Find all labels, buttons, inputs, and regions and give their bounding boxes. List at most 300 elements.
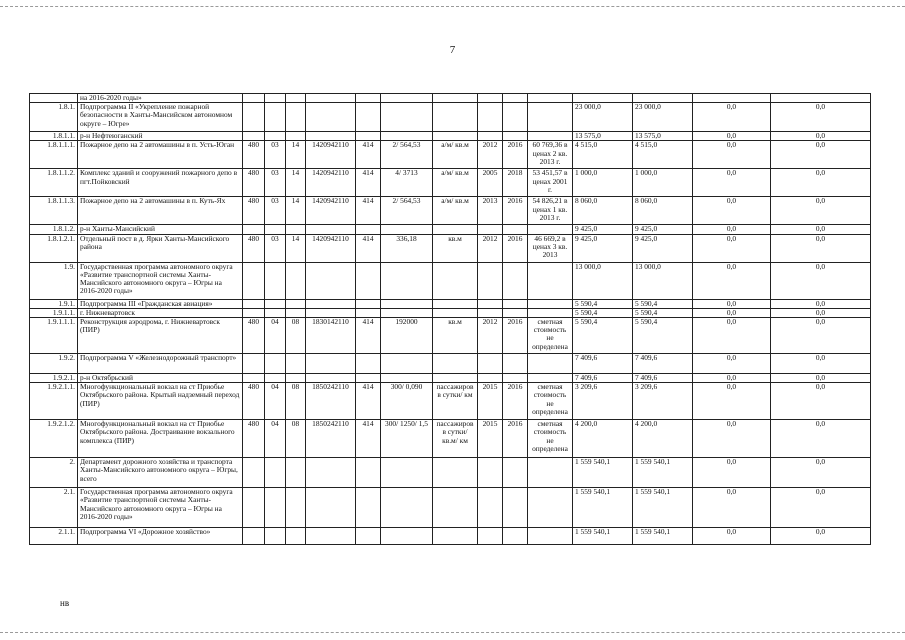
- table-cell: 1.9.2.1.: [30, 374, 78, 383]
- table-cell: пассажиров в сутки/ кв.м/ км: [433, 420, 478, 458]
- table-cell: 0,0: [693, 354, 771, 374]
- table-cell: 7 409,6: [573, 354, 633, 374]
- table-cell: [503, 225, 528, 234]
- table-cell: 0,0: [771, 103, 871, 132]
- table-cell: 336,18: [381, 234, 433, 262]
- table-row: [30, 458, 871, 488]
- table-cell: 1420942110: [306, 141, 356, 169]
- table-cell: [286, 262, 306, 299]
- table-cell: [381, 308, 433, 317]
- table-cell: 08: [286, 420, 306, 458]
- table-row: [30, 262, 871, 299]
- table-cell: [243, 132, 265, 141]
- table-cell: 1 559 540,1: [573, 488, 633, 528]
- table-row: [30, 354, 871, 374]
- table-cell: [381, 458, 433, 488]
- table-cell: 1850242110: [306, 383, 356, 420]
- table-cell: [381, 103, 433, 132]
- table-cell: 480: [243, 169, 265, 197]
- table-cell: [478, 299, 503, 308]
- table-cell: 0,0: [771, 141, 871, 169]
- table-cell: Отдельный пост в д. Ярки Ханты-Мансийского района: [78, 234, 243, 262]
- table-cell: 1.8.1.2.: [30, 225, 78, 234]
- table-cell: [265, 299, 286, 308]
- table-cell: 2018: [503, 169, 528, 197]
- table-cell: сметная стоимость не определена: [528, 318, 573, 354]
- scan-edge-top: [0, 6, 905, 7]
- table-cell: 2/ 564,53: [381, 197, 433, 225]
- table-cell: [528, 262, 573, 299]
- table-cell: 2/ 564,53: [381, 141, 433, 169]
- table-cell: [306, 262, 356, 299]
- table-cell: [381, 94, 433, 103]
- table-cell: [503, 354, 528, 374]
- budget-table: [29, 93, 871, 545]
- table-cell: [265, 132, 286, 141]
- table-cell: Государственная программа автономного округа «Развитие транспортной системы Ханты-Мансийского автономного округа – Югры на 2016-2020 годы»: [78, 488, 243, 528]
- table-cell: [356, 458, 381, 488]
- table-cell: 2012: [478, 318, 503, 354]
- table-cell: 0,0: [693, 528, 771, 545]
- table-cell: 0,0: [771, 374, 871, 383]
- table-row: [30, 488, 871, 528]
- table-cell: [265, 374, 286, 383]
- table-cell: [265, 262, 286, 299]
- table-cell: 0,0: [771, 169, 871, 197]
- table-cell: 08: [286, 383, 306, 420]
- table-cell: [243, 94, 265, 103]
- table-cell: 0,0: [771, 420, 871, 458]
- table-cell: [478, 262, 503, 299]
- table-cell: 3 209,6: [633, 383, 693, 420]
- table-cell: [528, 103, 573, 132]
- table-cell: 1850242110: [306, 420, 356, 458]
- table-cell: [381, 354, 433, 374]
- table-cell: 414: [356, 234, 381, 262]
- table-cell: 0,0: [693, 103, 771, 132]
- table-cell: 1420942110: [306, 197, 356, 225]
- table-cell: [528, 308, 573, 317]
- table-cell: р-н Октябрьский: [78, 374, 243, 383]
- table-cell: 1.8.1.2.1.: [30, 234, 78, 262]
- table-cell: Подпрограмма V «Железнодорожный транспорт»: [78, 354, 243, 374]
- table-cell: 0,0: [693, 420, 771, 458]
- table-cell: [306, 528, 356, 545]
- table-cell: 0,0: [771, 318, 871, 354]
- table-cell: [243, 458, 265, 488]
- table-cell: а/м/ кв.м: [433, 169, 478, 197]
- table-cell: 414: [356, 141, 381, 169]
- table-cell: 1.9.1.: [30, 299, 78, 308]
- table-cell: Комплекс зданий и сооружений пожарного депо в пгт.Пойковский: [78, 169, 243, 197]
- table-cell: 5 590,4: [573, 318, 633, 354]
- table-cell: 1.9.2.1.2.: [30, 420, 78, 458]
- table-cell: [306, 374, 356, 383]
- table-cell: [528, 132, 573, 141]
- table-cell: 0,0: [771, 354, 871, 374]
- table-cell: 414: [356, 383, 381, 420]
- table-cell: [286, 374, 306, 383]
- table-cell: [243, 374, 265, 383]
- table-cell: 0,0: [771, 262, 871, 299]
- table-cell: 1.8.1.1.1.: [30, 141, 78, 169]
- table-cell: [503, 308, 528, 317]
- table-cell: 1.9.: [30, 262, 78, 299]
- table-cell: [306, 308, 356, 317]
- table-cell: [503, 94, 528, 103]
- table-cell: [306, 458, 356, 488]
- table-cell: Государственная программа автономного округа «Развитие транспортной системы Ханты-Мансийского автономного округа – Югры на 2016-2020 годы»: [78, 262, 243, 299]
- table-cell: 2013: [478, 197, 503, 225]
- table-cell: 60 769,36 в ценах 2 кв. 2013 г.: [528, 141, 573, 169]
- table-cell: 1.9.1.1.1.: [30, 318, 78, 354]
- table-cell: [528, 299, 573, 308]
- table-cell: 5 590,4: [573, 308, 633, 317]
- table-cell: 08: [286, 318, 306, 354]
- table-cell: 5 590,4: [573, 299, 633, 308]
- table-cell: [265, 354, 286, 374]
- table-cell: 2012: [478, 141, 503, 169]
- table-cell: Пожарное депо на 2 автомашины в п. Куть-Ях: [78, 197, 243, 225]
- table-cell: [528, 374, 573, 383]
- table-cell: 2016: [503, 318, 528, 354]
- table-cell: 4 200,0: [633, 420, 693, 458]
- table-cell: 0,0: [771, 299, 871, 308]
- table-cell: 480: [243, 383, 265, 420]
- table-cell: 1.9.2.: [30, 354, 78, 374]
- table-cell: [503, 132, 528, 141]
- table-cell: 4/ 3713: [381, 169, 433, 197]
- table-cell: [503, 103, 528, 132]
- table-cell: 5 590,4: [633, 318, 693, 354]
- table-cell: [356, 488, 381, 528]
- table-cell: 13 575,0: [633, 132, 693, 141]
- table-cell: 0,0: [771, 308, 871, 317]
- table-cell: [286, 94, 306, 103]
- table-cell: 7 409,6: [633, 354, 693, 374]
- table-cell: сметная стоимость не определена: [528, 420, 573, 458]
- table-cell: [503, 262, 528, 299]
- table-cell: [286, 528, 306, 545]
- table-cell: 13 575,0: [573, 132, 633, 141]
- table-row: [30, 528, 871, 545]
- table-cell: 0,0: [771, 132, 871, 141]
- table-cell: 1.8.1.1.3.: [30, 197, 78, 225]
- table-cell: [433, 528, 478, 545]
- table-cell: 13 000,0: [573, 262, 633, 299]
- table-cell: 0,0: [693, 141, 771, 169]
- table-cell: [381, 225, 433, 234]
- table-cell: [381, 374, 433, 383]
- table-cell: [286, 458, 306, 488]
- table-cell: [286, 299, 306, 308]
- table-row: [30, 197, 871, 225]
- table-row: [30, 94, 871, 103]
- table-cell: 04: [265, 318, 286, 354]
- table-cell: [503, 299, 528, 308]
- table-cell: 1420942110: [306, 234, 356, 262]
- table-cell: 1 559 540,1: [633, 488, 693, 528]
- table-cell: 7 409,6: [573, 374, 633, 383]
- table-cell: 0,0: [771, 383, 871, 420]
- table-cell: пассажиров в сутки/ км: [433, 383, 478, 420]
- table-row: [30, 141, 871, 169]
- table-cell: 414: [356, 169, 381, 197]
- table-cell: [633, 94, 693, 103]
- table-cell: [433, 354, 478, 374]
- table-cell: 14: [286, 169, 306, 197]
- table-cell: 1 559 540,1: [633, 528, 693, 545]
- table-cell: 1 000,0: [573, 169, 633, 197]
- table-cell: 0,0: [693, 262, 771, 299]
- table-cell: [356, 103, 381, 132]
- table-cell: г. Нижневартовск: [78, 308, 243, 317]
- table-cell: [381, 488, 433, 528]
- table-cell: [265, 103, 286, 132]
- table-cell: 0,0: [693, 458, 771, 488]
- table-cell: 8 060,0: [633, 197, 693, 225]
- table-row: [30, 234, 871, 262]
- table-cell: [286, 132, 306, 141]
- table-cell: 414: [356, 318, 381, 354]
- table-row: [30, 225, 871, 234]
- table-body: [30, 94, 871, 545]
- table-cell: [433, 488, 478, 528]
- table-cell: [306, 94, 356, 103]
- table-cell: 0,0: [771, 225, 871, 234]
- table-cell: [478, 488, 503, 528]
- table-cell: [243, 262, 265, 299]
- table-cell: 3 209,6: [573, 383, 633, 420]
- table-cell: 14: [286, 141, 306, 169]
- table-cell: [286, 488, 306, 528]
- table-row: [30, 299, 871, 308]
- table-cell: [265, 528, 286, 545]
- table-cell: [478, 458, 503, 488]
- table-cell: [286, 103, 306, 132]
- table-cell: 0,0: [693, 308, 771, 317]
- table-cell: 8 060,0: [573, 197, 633, 225]
- table-cell: 300/ 0,090: [381, 383, 433, 420]
- table-cell: 03: [265, 234, 286, 262]
- table-cell: Подпрограмма III «Гражданская авиация»: [78, 299, 243, 308]
- table-cell: 5 590,4: [633, 308, 693, 317]
- table-cell: 192000: [381, 318, 433, 354]
- table-cell: [433, 94, 478, 103]
- table-cell: сметная стоимость не определена: [528, 383, 573, 420]
- table-cell: [503, 488, 528, 528]
- table-cell: 1.8.1.1.: [30, 132, 78, 141]
- table-cell: [356, 354, 381, 374]
- table-cell: [381, 299, 433, 308]
- table-cell: Подпрограмма VI «Дорожное хозяйство»: [78, 528, 243, 545]
- table-cell: [478, 308, 503, 317]
- table-cell: 2015: [478, 383, 503, 420]
- table-cell: 1.8.1.1.2.: [30, 169, 78, 197]
- table-cell: [265, 225, 286, 234]
- table-cell: 2016: [503, 383, 528, 420]
- table-row: [30, 132, 871, 141]
- table-cell: 23 000,0: [573, 103, 633, 132]
- table-cell: [306, 354, 356, 374]
- table-cell: 4 515,0: [633, 141, 693, 169]
- table-cell: [433, 299, 478, 308]
- table-cell: Подпрограмма II «Укрепление пожарной безопасности в Ханты-Мансийском автономном округе – Югре»: [78, 103, 243, 132]
- table-cell: Многофункциональный вокзал на ст Приобье Октябрьского района. Достраивание вокзального комплекса (ПИР): [78, 420, 243, 458]
- table-cell: [503, 458, 528, 488]
- table-cell: а/м/ кв.м: [433, 197, 478, 225]
- table-cell: кв.м: [433, 234, 478, 262]
- table-cell: 03: [265, 141, 286, 169]
- table-cell: [478, 132, 503, 141]
- table-cell: 0,0: [693, 374, 771, 383]
- table-cell: [433, 103, 478, 132]
- table-row: [30, 169, 871, 197]
- table-cell: [356, 528, 381, 545]
- table-cell: [306, 488, 356, 528]
- table-cell: [478, 354, 503, 374]
- table-cell: 4 515,0: [573, 141, 633, 169]
- table-cell: [433, 225, 478, 234]
- table-cell: [381, 528, 433, 545]
- table-cell: 03: [265, 197, 286, 225]
- table-cell: [528, 528, 573, 545]
- table-cell: 1 559 540,1: [573, 458, 633, 488]
- table-cell: 5 590,4: [633, 299, 693, 308]
- table-cell: 2012: [478, 234, 503, 262]
- table-cell: 0,0: [771, 488, 871, 528]
- table-row: [30, 103, 871, 132]
- table-cell: [433, 374, 478, 383]
- table-cell: 414: [356, 197, 381, 225]
- table-cell: 480: [243, 318, 265, 354]
- table-cell: [243, 488, 265, 528]
- table-cell: [356, 299, 381, 308]
- table-cell: [243, 354, 265, 374]
- table-cell: 0,0: [693, 132, 771, 141]
- table-cell: [265, 488, 286, 528]
- table-cell: [30, 94, 78, 103]
- scan-edge-bottom: [0, 632, 905, 633]
- table-cell: [286, 308, 306, 317]
- table-cell: [478, 103, 503, 132]
- table-cell: 54 826,21 в ценах 1 кв. 2013 г.: [528, 197, 573, 225]
- table-row: [30, 374, 871, 383]
- table-cell: 46 669,2 в ценах 3 кв. 2013: [528, 234, 573, 262]
- table-cell: 2015: [478, 420, 503, 458]
- table-cell: 1830142110: [306, 318, 356, 354]
- table-cell: 1.9.2.1.1.: [30, 383, 78, 420]
- table-cell: [306, 132, 356, 141]
- table-cell: Департамент дорожного хозяйства и транспорта Ханты-Мансийского автономного округа – Югры, всего: [78, 458, 243, 488]
- table-cell: 9 425,0: [633, 234, 693, 262]
- table-cell: [356, 374, 381, 383]
- table-cell: [356, 94, 381, 103]
- table-cell: 2005: [478, 169, 503, 197]
- table-cell: 2016: [503, 234, 528, 262]
- table-cell: [381, 262, 433, 299]
- table-cell: 1.8.1.: [30, 103, 78, 132]
- table-row: [30, 420, 871, 458]
- table-cell: 1.9.1.1.: [30, 308, 78, 317]
- table-cell: 14: [286, 197, 306, 225]
- table-cell: [528, 354, 573, 374]
- table-cell: 1 000,0: [633, 169, 693, 197]
- table-cell: 0,0: [771, 458, 871, 488]
- table-cell: 414: [356, 420, 381, 458]
- table-cell: [528, 225, 573, 234]
- table-cell: 480: [243, 420, 265, 458]
- table-cell: [433, 458, 478, 488]
- table-cell: 2.1.: [30, 488, 78, 528]
- table-cell: 0,0: [693, 488, 771, 528]
- table-cell: [433, 262, 478, 299]
- table-cell: [693, 94, 771, 103]
- table-cell: [478, 528, 503, 545]
- table-cell: 300/ 1250/ 1,5: [381, 420, 433, 458]
- table-cell: на 2016-2020 годы»: [78, 94, 243, 103]
- table-cell: [381, 132, 433, 141]
- table-cell: [243, 308, 265, 317]
- table-cell: 03: [265, 169, 286, 197]
- table-cell: [433, 308, 478, 317]
- table-cell: 14: [286, 234, 306, 262]
- table-cell: [265, 308, 286, 317]
- table-cell: 04: [265, 383, 286, 420]
- table-cell: 2016: [503, 141, 528, 169]
- table-cell: р-н Ханты-Мансийский: [78, 225, 243, 234]
- table-cell: 1 559 540,1: [633, 458, 693, 488]
- table-cell: а/м/ кв.м: [433, 141, 478, 169]
- footer-note: нв: [60, 598, 70, 608]
- table-cell: 0,0: [693, 234, 771, 262]
- table-cell: [306, 103, 356, 132]
- table-cell: [286, 225, 306, 234]
- table-cell: Многофункциональный вокзал на ст Приобье Октябрьского района. Крытый надземный переход (ПИР): [78, 383, 243, 420]
- table-cell: 0,0: [693, 197, 771, 225]
- table-cell: [478, 94, 503, 103]
- table-cell: [356, 308, 381, 317]
- table-cell: [243, 299, 265, 308]
- table-cell: 23 000,0: [633, 103, 693, 132]
- table-cell: 2016: [503, 420, 528, 458]
- table-cell: 9 425,0: [633, 225, 693, 234]
- table-cell: 0,0: [693, 169, 771, 197]
- table-row: [30, 383, 871, 420]
- table-cell: 1420942110: [306, 169, 356, 197]
- table-cell: [306, 225, 356, 234]
- table-cell: [243, 528, 265, 545]
- table-cell: [356, 132, 381, 141]
- table-cell: 0,0: [771, 197, 871, 225]
- table-cell: [433, 132, 478, 141]
- table-cell: р-н Нефтеюганский: [78, 132, 243, 141]
- table-cell: 0,0: [771, 234, 871, 262]
- table-cell: 53 451,57 в ценах 2001 г.: [528, 169, 573, 197]
- table-cell: 2.: [30, 458, 78, 488]
- table-cell: [243, 103, 265, 132]
- table-cell: 0,0: [693, 383, 771, 420]
- table-cell: [243, 225, 265, 234]
- table-cell: [503, 528, 528, 545]
- table-cell: 04: [265, 420, 286, 458]
- table-cell: 7 409,6: [633, 374, 693, 383]
- table-row: [30, 308, 871, 317]
- table-cell: [573, 94, 633, 103]
- table-cell: [528, 458, 573, 488]
- table-cell: [478, 374, 503, 383]
- table-cell: 0,0: [693, 299, 771, 308]
